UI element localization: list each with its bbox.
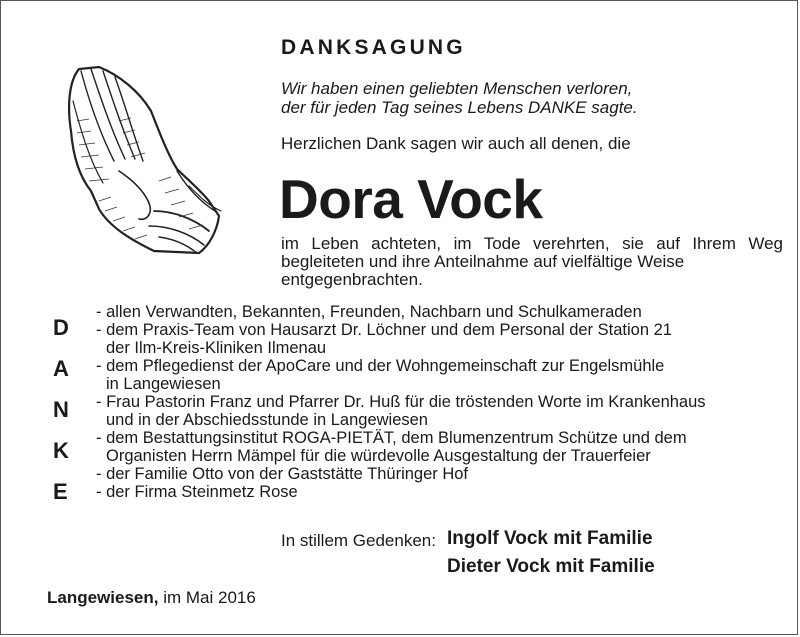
heading: DANKSAGUNG: [281, 36, 466, 59]
danke-letter: N: [53, 397, 69, 422]
danke-letter: K: [53, 438, 69, 463]
signatory: Dieter Vock mit Familie: [447, 556, 655, 577]
deceased-name: Dora Vock: [279, 168, 543, 230]
thanks-item: - dem Pflegedienst der ApoCare und der Wohngemeinschaft zur Engelsmühle: [96, 357, 665, 375]
quote-line: Wir haben einen geliebten Menschen verloren,: [281, 79, 633, 98]
thanks-item: - der Firma Steinmetz Rose: [96, 483, 298, 501]
paragraph-line: entgegenbrachten.: [281, 270, 423, 289]
intro-text: Herzlichen Dank sagen wir auch all denen, die: [281, 134, 631, 153]
praying-hands-icon: [59, 61, 249, 261]
thanks-item: - dem Praxis-Team von Hausarzt Dr. Löchner und dem Personal der Station 21: [96, 321, 672, 339]
place-date: [47, 588, 256, 608]
thanks-item: - der Familie Otto von der Gaststätte Thüringer Hof: [96, 465, 469, 483]
paragraph-line: begleiteten und ihre Anteilnahme auf vielfältige Weise: [281, 252, 685, 271]
thanks-item: - Frau Pastorin Franz und Pfarrer Dr. Huß für die tröstenden Worte im Krankenhaus: [96, 393, 706, 411]
thanks-item-continued: und in der Abschiedsstunde in Langewiesen: [106, 411, 428, 429]
paragraph-line: im Leben achteten, im Tode verehrten, sie auf Ihrem Weg: [281, 234, 783, 253]
intro-paragraph: [281, 235, 783, 289]
thanks-item: - allen Verwandten, Bekannten, Freunden, Nachbarn und Schulkameraden: [96, 303, 642, 321]
thanks-item: - dem Bestattungsinstitut ROGA-PIETÄT, dem Blumenzentrum Schütze und dem: [96, 429, 687, 447]
signature-label: In stillem Gedenken:: [281, 531, 436, 550]
danke-letter: A: [53, 356, 69, 381]
danke-letter: D: [53, 315, 69, 340]
date: im Mai 2016: [163, 588, 256, 607]
thanks-item-continued: Organisten Herrn Mämpel für die würdevolle Ausgestaltung der Trauerfeier: [106, 447, 651, 465]
thanks-item-continued: in Langewiesen: [106, 375, 221, 393]
signatory: Ingolf Vock mit Familie: [447, 528, 653, 549]
quote-line: der für jeden Tag seines Lebens DANKE sagte.: [281, 98, 638, 117]
danke-letter: E: [53, 479, 68, 504]
place: Langewiesen,: [47, 588, 159, 607]
thanks-item-continued: der Ilm-Kreis-Kliniken Ilmenau: [106, 339, 327, 357]
